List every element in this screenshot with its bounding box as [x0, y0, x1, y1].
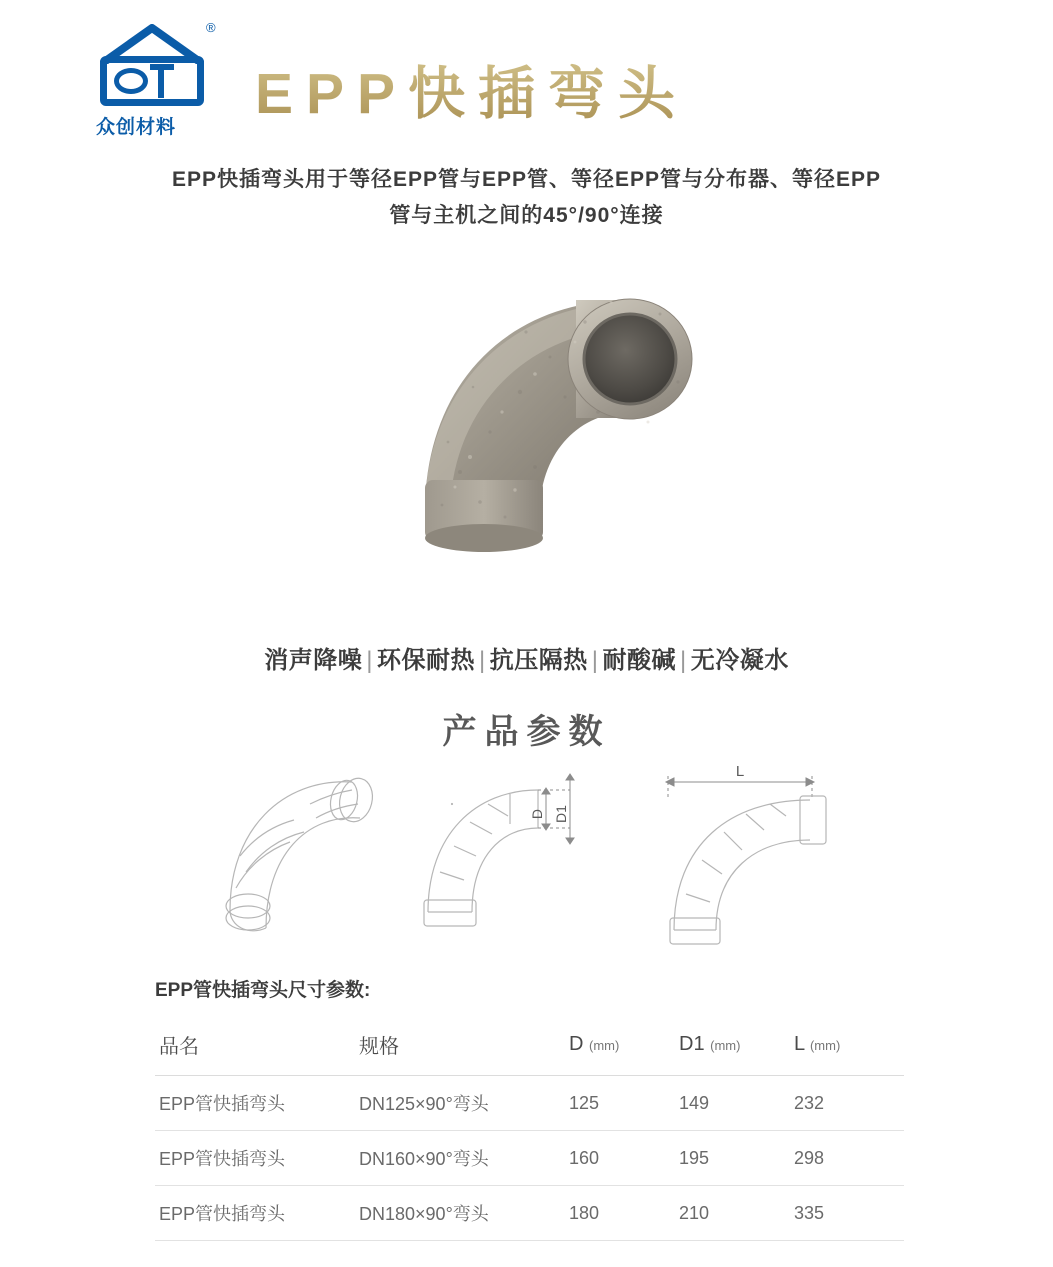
table-row — [155, 1131, 904, 1186]
elbow-front-drawing — [410, 760, 620, 955]
cell-name: EPP管快插弯头 — [155, 1131, 359, 1186]
cell-spec: DN160×90°弯头 — [359, 1131, 569, 1186]
subtitle-line-1: EPP快插弯头用于等径EPP管与EPP管、等径EPP管与分布器、等径EPP — [171, 168, 882, 191]
brand-logo — [92, 20, 232, 142]
cell-d1: 210 — [679, 1186, 794, 1241]
page-subtitle — [0, 162, 1053, 234]
feature-separator: | — [591, 647, 599, 674]
logo-letter-e — [114, 68, 148, 94]
dimension-label-d1: D1 — [553, 805, 569, 823]
table-row — [155, 1076, 904, 1131]
column-header-label: 规格 — [359, 1036, 399, 1058]
column-header-d1 — [679, 1016, 794, 1076]
house-monogram-logo-icon — [92, 20, 218, 108]
dimension-label-l: L — [735, 763, 745, 780]
feature-item: 无冷凝水 — [690, 647, 789, 674]
column-header-d — [569, 1016, 679, 1076]
cell-spec: DN180×90°弯头 — [359, 1186, 569, 1241]
subtitle-line-2: 管与主机之间的45°/90°连接 — [389, 204, 664, 227]
elbow-side-drawing — [650, 760, 850, 965]
feature-separator: | — [366, 647, 374, 674]
cell-d: 125 — [569, 1076, 679, 1131]
cell-d1: 149 — [679, 1076, 794, 1131]
cell-l: 335 — [794, 1186, 904, 1241]
feature-item: 耐酸碱 — [602, 647, 676, 674]
cell-name: EPP管快插弯头 — [155, 1076, 359, 1131]
cell-d1: 195 — [679, 1131, 794, 1186]
feature-separator: | — [479, 647, 486, 674]
column-header-spec — [359, 1016, 569, 1076]
registered-mark: ® — [206, 20, 216, 35]
dimension-label-d: D — [529, 808, 545, 820]
cell-l: 298 — [794, 1131, 904, 1186]
brand-name: 众创材料 — [96, 117, 177, 138]
column-header-unit: (mm) — [710, 1038, 741, 1053]
technical-drawings — [150, 760, 910, 960]
table-header-row — [155, 1016, 904, 1076]
page-header — [0, 0, 1053, 150]
feature-item: 环保耐热 — [377, 647, 476, 674]
cell-d: 160 — [569, 1131, 679, 1186]
cell-l: 232 — [794, 1076, 904, 1131]
column-header-unit: (mm) — [809, 1038, 841, 1053]
spec-table — [155, 1016, 904, 1241]
column-header-label: 品名 — [159, 1036, 199, 1058]
table-row — [155, 1186, 904, 1241]
cell-d: 180 — [569, 1186, 679, 1241]
column-header-label: D1 — [679, 1033, 705, 1055]
feature-list — [0, 640, 1053, 675]
logo-letter-y-stem — [158, 64, 164, 98]
feature-item: 消声降噪 — [264, 647, 363, 674]
column-header-label: L — [794, 1033, 805, 1055]
column-header-unit: (mm) — [589, 1038, 620, 1053]
column-header-label: D — [569, 1033, 584, 1055]
column-header-name — [155, 1016, 359, 1076]
cell-spec: DN125×90°弯头 — [359, 1076, 569, 1131]
cell-name: EPP管快插弯头 — [155, 1186, 359, 1241]
product-photo — [330, 262, 730, 582]
column-header-l — [794, 1016, 904, 1076]
feature-separator: | — [679, 647, 687, 674]
epp-elbow-illustration — [330, 262, 730, 582]
elbow-perspective-drawing — [210, 760, 400, 955]
feature-item: 抗压隔热 — [489, 647, 588, 674]
page-title: EPP快插弯头 — [255, 48, 688, 130]
spec-table-section — [155, 975, 900, 1241]
section-title-parameters: 产品参数 — [442, 713, 611, 751]
spec-table-caption: EPP管快插弯头尺寸参数: — [155, 980, 371, 1001]
